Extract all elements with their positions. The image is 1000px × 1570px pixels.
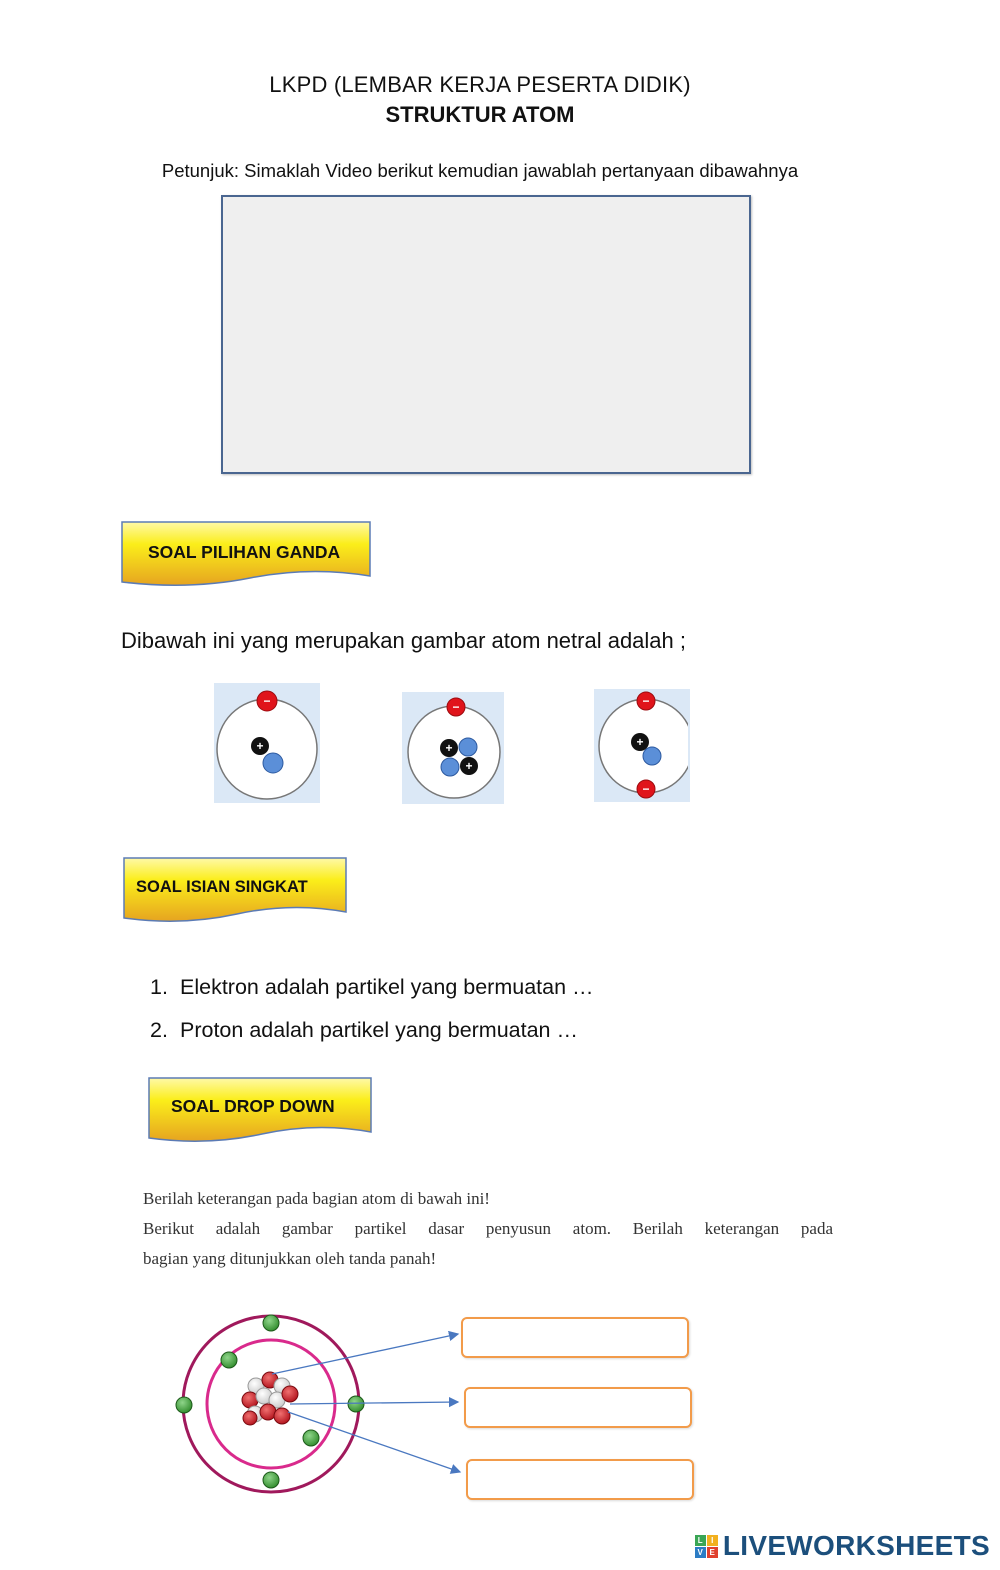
short-answer-number: 1. [150,975,168,999]
worksheet-subtitle: STRUKTUR ATOM [385,102,575,127]
drop-down-line-1: Berilah keterangan pada bagian atom di bawah ini! [143,1189,490,1208]
neutron [263,753,283,773]
atom-option-1[interactable] [214,683,320,803]
electron [263,1472,279,1488]
nucleus [242,1372,298,1425]
banner-isian-singkat [122,856,350,928]
neutron [643,747,661,765]
electron [263,1315,279,1331]
short-answer-list [150,966,594,1052]
proton-sign: + [256,739,264,753]
electron-sign: − [452,700,460,714]
banner-pilihan-ganda-label: SOAL PILIHAN GANDA [148,542,341,562]
electron-sign: − [642,782,650,796]
atom-option-2[interactable] [402,692,504,804]
drop-down-line-3: bagian yang ditunjukkan oleh tanda panah! [143,1249,437,1268]
electron [303,1430,319,1446]
electron-sign: − [263,694,271,708]
short-answer-number: 2. [150,1018,168,1042]
answer-dropdown-1[interactable] [461,1317,689,1358]
answer-dropdown-2[interactable] [464,1387,692,1428]
short-answer-text: Elektron adalah partikel yang bermuatan … [180,975,594,999]
drop-down-line-2: Berikut adalah gambar partikel dasar penyusun atom. Berilah keterangan pada [143,1219,833,1238]
short-answer-text: Proton adalah partikel yang bermuatan … [180,1018,578,1042]
liveworksheets-wordmark: LIVEWORKSHEETS [722,1530,990,1561]
instruction-text: Petunjuk: Simaklah Video berikut kemudian jawablah pertanyaan dibawahnya [161,160,799,181]
banner-drop-down [147,1076,375,1148]
electron [348,1396,364,1412]
neutron [459,738,477,756]
banner-pilihan-ganda [120,520,374,592]
banner-drop-down-label: SOAL DROP DOWN [171,1096,335,1116]
liveworksheets-brand [695,1530,990,1562]
proton-sign: + [445,741,453,755]
banner-isian-singkat-label: SOAL ISIAN SINGKAT [136,878,308,896]
short-answer-item-2 [150,1009,594,1052]
worksheet-title: LKPD (LEMBAR KERJA PESERTA DIDIK) [269,72,691,97]
video-player[interactable] [221,195,751,474]
atom-option-3[interactable] [594,689,690,802]
electron-sign: − [642,694,650,708]
arrow-2 [290,1402,458,1404]
short-answer-item-1 [150,966,594,1009]
electron [176,1397,192,1413]
neutron [441,758,459,776]
arrow-1 [272,1334,458,1374]
answer-dropdown-3[interactable] [466,1459,694,1500]
multiple-choice-question: Dibawah ini yang merupakan gambar atom netral adalah ; [121,628,686,653]
proton-sign: + [636,735,644,749]
electron [221,1352,237,1368]
proton-sign: + [465,759,473,773]
drop-down-instructions [143,1184,833,1274]
liveworksheets-logo-icon: L I V E [695,1535,718,1558]
